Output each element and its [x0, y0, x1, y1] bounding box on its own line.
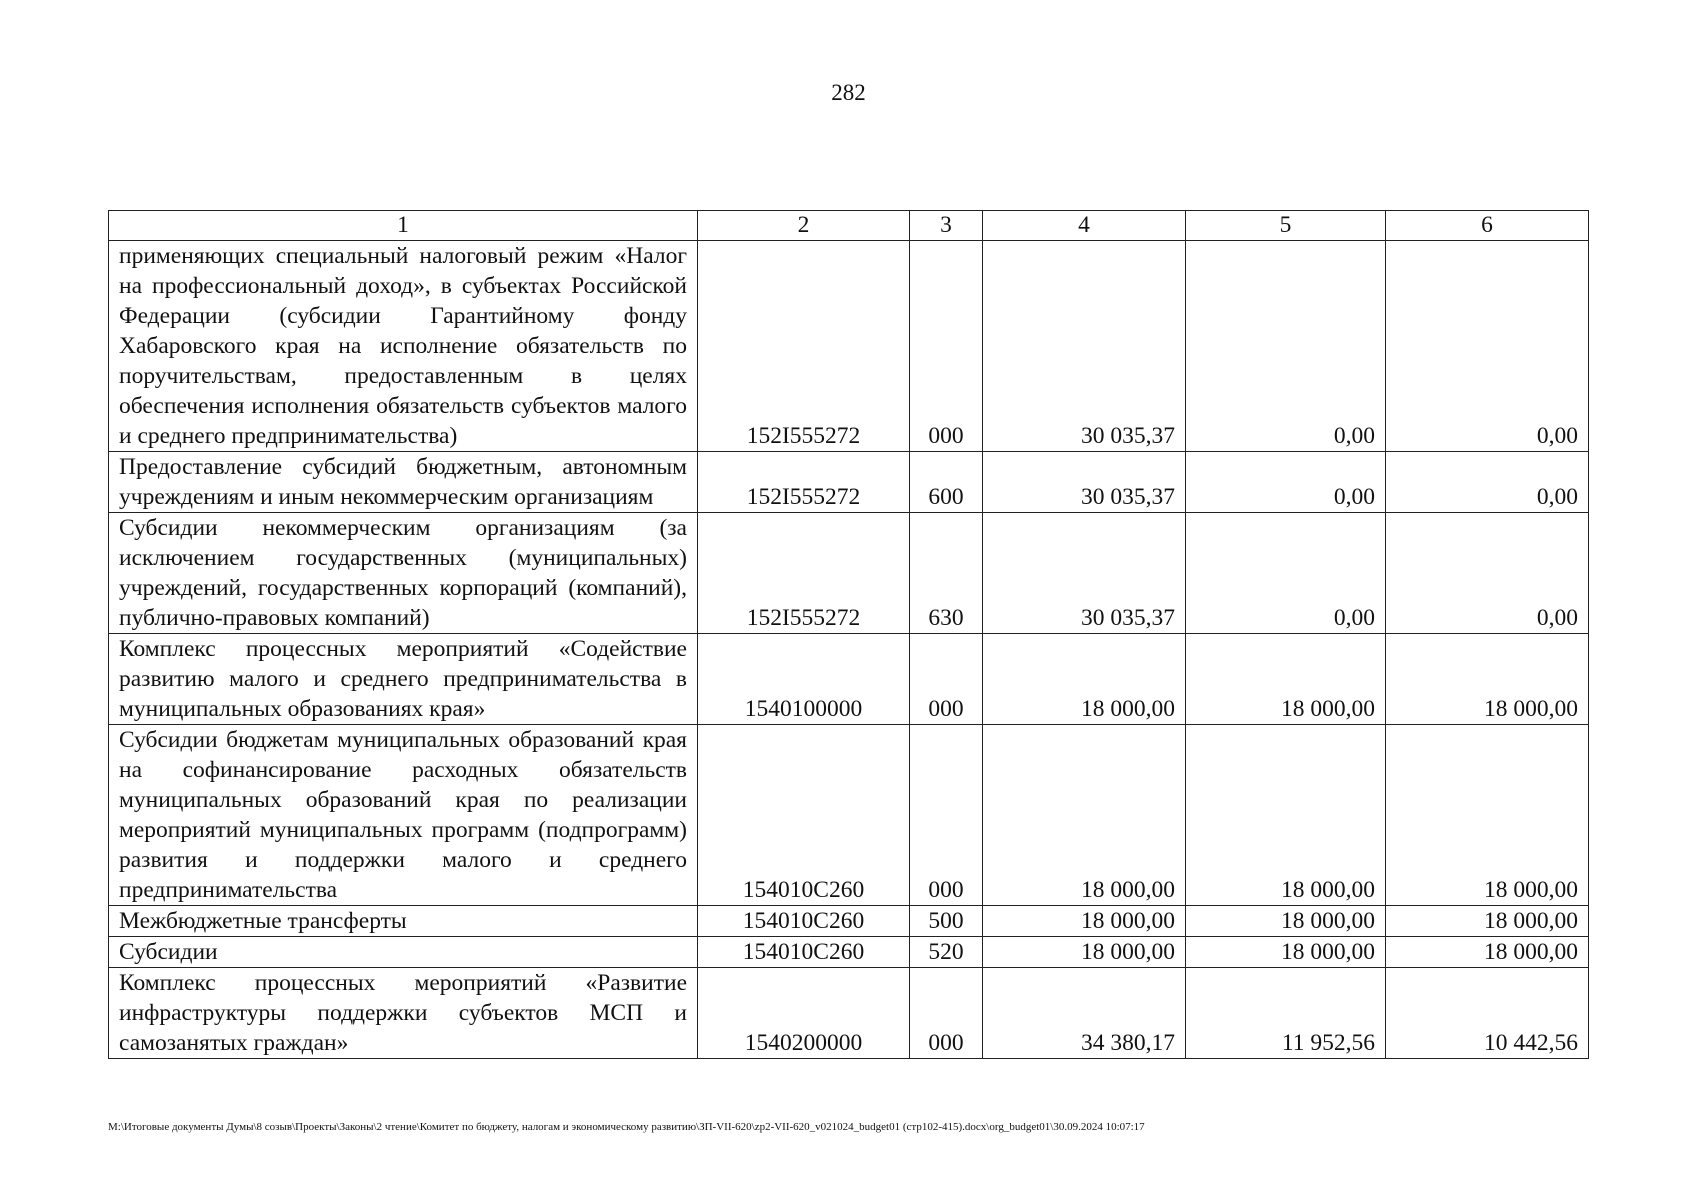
row-value-2: 0,00: [1186, 452, 1386, 513]
row-target-code: 154010C260: [698, 906, 910, 937]
table-row: [109, 634, 1589, 725]
budget-table: [108, 210, 1589, 1059]
row-name: Субсидии некоммерческим организациям (за исключением государственных (муниципальных) учреждений, государственных корпораций (компаний), публично-правовых компаний): [109, 513, 698, 634]
column-header: 5: [1186, 211, 1386, 241]
row-expense-type: 630: [910, 513, 983, 634]
row-value-2: 0,00: [1186, 513, 1386, 634]
row-value-2: 18 000,00: [1186, 634, 1386, 725]
row-value-3: 18 000,00: [1386, 937, 1589, 968]
row-value-2: 0,00: [1186, 241, 1386, 452]
row-target-code: 1540200000: [698, 968, 910, 1059]
row-expense-type: 600: [910, 452, 983, 513]
row-value-1: 18 000,00: [983, 634, 1186, 725]
row-name: Субсидии: [109, 937, 698, 968]
row-target-code: 154010C260: [698, 725, 910, 906]
row-value-1: 30 035,37: [983, 241, 1186, 452]
row-value-1: 30 035,37: [983, 513, 1186, 634]
row-value-2: 11 952,56: [1186, 968, 1386, 1059]
row-name: применяющих специальный налоговый режим «Налог на профессиональный доход», в субъектах Российской Федерации (субсидии Гарантийному фонду Хабаровского края на исполнение обязательств по поручительствам, предоставленным в целях обеспечения исполнения обязательств субъектов малого и среднего предпринимательства): [109, 241, 698, 452]
row-value-3: 18 000,00: [1386, 634, 1589, 725]
column-header: 3: [910, 211, 983, 241]
table-row: [109, 725, 1589, 906]
row-value-3: 18 000,00: [1386, 906, 1589, 937]
table-row: [109, 513, 1589, 634]
row-target-code: 152I555272: [698, 452, 910, 513]
table-row: [109, 968, 1589, 1059]
table-row: [109, 906, 1589, 937]
row-name: Субсидии бюджетам муниципальных образований края на софинансирование расходных обязательств муниципальных образований края по реализации мероприятий муниципальных программ (подпрограмм) развития и поддержки малого и среднего предпринимательства: [109, 725, 698, 906]
row-value-1: 30 035,37: [983, 452, 1186, 513]
row-target-code: 152I555272: [698, 513, 910, 634]
table-row: [109, 452, 1589, 513]
row-value-2: 18 000,00: [1186, 906, 1386, 937]
row-target-code: 154010C260: [698, 937, 910, 968]
table-header-row: [109, 211, 1589, 241]
row-expense-type: 000: [910, 725, 983, 906]
row-value-3: 0,00: [1386, 241, 1589, 452]
row-expense-type: 000: [910, 241, 983, 452]
row-value-3: 0,00: [1386, 452, 1589, 513]
column-header: 4: [983, 211, 1186, 241]
row-expense-type: 000: [910, 968, 983, 1059]
row-value-3: 0,00: [1386, 513, 1589, 634]
row-value-1: 18 000,00: [983, 937, 1186, 968]
row-value-3: 18 000,00: [1386, 725, 1589, 906]
row-expense-type: 520: [910, 937, 983, 968]
row-name: Комплекс процессных мероприятий «Развитие инфраструктуры поддержки субъектов МСП и самозанятых граждан»: [109, 968, 698, 1059]
row-expense-type: 000: [910, 634, 983, 725]
column-header: 1: [109, 211, 698, 241]
row-expense-type: 500: [910, 906, 983, 937]
table-row: [109, 241, 1589, 452]
row-target-code: 152I555272: [698, 241, 910, 452]
row-value-2: 18 000,00: [1186, 937, 1386, 968]
row-value-2: 18 000,00: [1186, 725, 1386, 906]
column-header: 2: [698, 211, 910, 241]
column-header: 6: [1386, 211, 1589, 241]
table-row: [109, 937, 1589, 968]
row-value-1: 18 000,00: [983, 725, 1186, 906]
row-target-code: 1540100000: [698, 634, 910, 725]
row-name: Предоставление субсидий бюджетным, автономным учреждениям и иным некоммерческим организациям: [109, 452, 698, 513]
row-value-1: 18 000,00: [983, 906, 1186, 937]
row-name: Комплекс процессных мероприятий «Содействие развитию малого и среднего предпринимательства в муниципальных образованиях края»: [109, 634, 698, 725]
row-value-3: 10 442,56: [1386, 968, 1589, 1059]
row-name: Межбюджетные трансферты: [109, 906, 698, 937]
footer-file-path: M:\Итоговые документы Думы\8 созыв\Проекты\Законы\2 чтение\Комитет по бюджету, налогам и экономическому развитию\ЗП-VII-620\zp2-VII-620_v021024_budget01 (стр102-415).docx\org_budget01\30.09.2024 10:07:17: [108, 1121, 1145, 1133]
row-value-1: 34 380,17: [983, 968, 1186, 1059]
page-number: 282: [831, 80, 866, 105]
